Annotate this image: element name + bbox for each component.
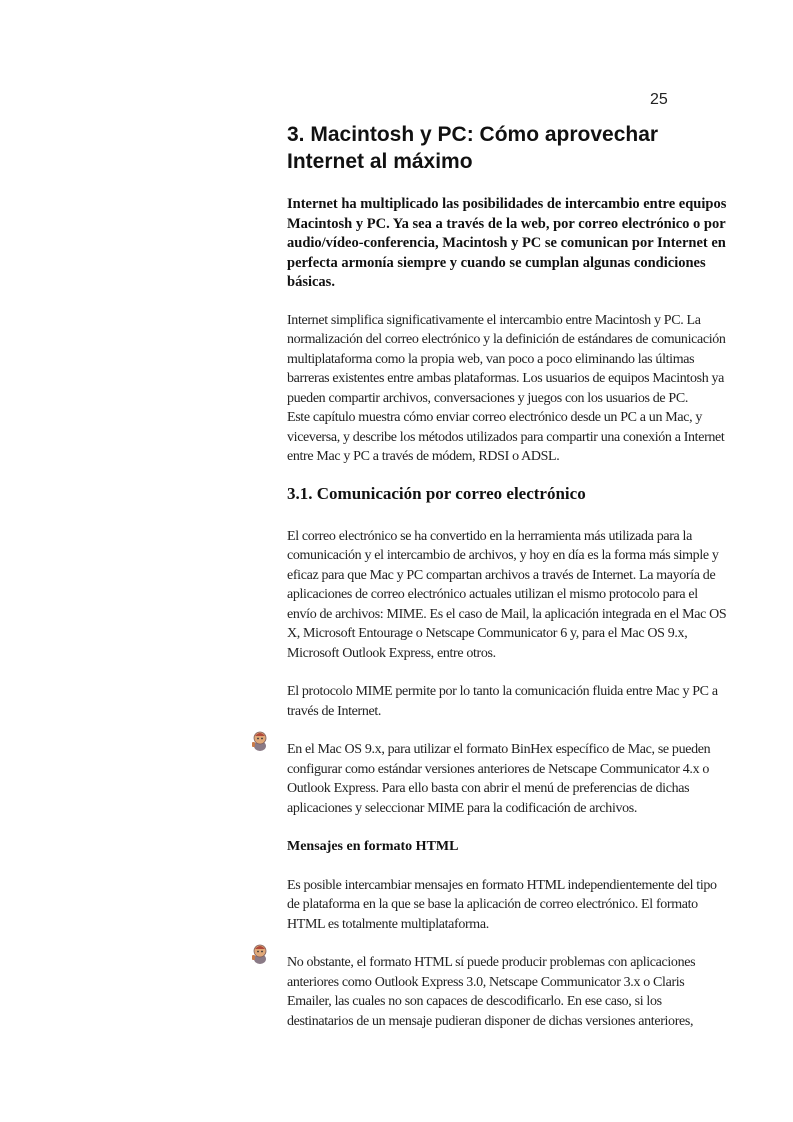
intro-paragraph-2: Este capítulo muestra cómo enviar correo electrónico desde un PC a un Mac, y viceversa, y describe los métodos utilizados para compartir una conexión a Internet entre Mac y PC a través de módem, RDSI o ADSL. (287, 410, 725, 464)
note-text-2: No obstante, el formato HTML sí puede producir problemas con aplicaciones anteriores como Outlook Express 3.0, Netscape Communicator 3.x o Claris Emailer, las cuales no son capaces de descodificarlo. En ese caso, si los destinatarios de un mensaje pudieran disponer de dichas versiones anteriores, (287, 955, 696, 1029)
note-block-1 (287, 740, 727, 818)
lead-paragraph: Internet ha multiplicado las posibilidades de intercambio entre equipos Macintosh y PC. Ya sea a través de la web, por correo electrónico o por audio/vídeo-conferencia, Macintosh y PC se comunican por Internet en perfecta armonía siempre y cuando se cumplan algunas condiciones básicas. (287, 196, 727, 290)
html-subheading: Mensajes en formato HTML (287, 839, 459, 854)
tip-character-icon (250, 730, 270, 752)
page-number: 25 (650, 91, 668, 108)
chapter-title (287, 121, 727, 175)
chapter-title-line1: 3. Macintosh y PC: Cómo aprovechar (287, 123, 659, 146)
section-title: 3.1. Comunicación por correo electrónico (287, 483, 586, 503)
note-block-2 (287, 953, 727, 1031)
intro-paragraph-1: Internet simplifica significativamente el intercambio entre Macintosh y PC. La normalización del correo electrónico y la definición de estándares de comunicación multiplataforma como la propia web, van poco a poco eliminando las últimas barreras existentes entre ambas plataformas. Los usuarios de equipos Macintosh ya pueden compartir archivos, conversaciones y juegos con los usuarios de PC. (287, 312, 726, 406)
html-paragraph-1: Es posible intercambiar mensajes en formato HTML independientemente del tipo de plataforma en la que se base la aplicación de correo electrónico. El formato HTML es totalmente multiplataforma. (287, 877, 717, 932)
tip-character-icon (250, 943, 270, 965)
chapter-title-line2: Internet al máximo (287, 150, 473, 173)
note-text-1: En el Mac OS 9.x, para utilizar el formato BinHex específico de Mac, se pueden configurar como estándar versiones anteriores de Netscape Communicator 4.x o Outlook Express. Para ello basta con abrir el menú de preferencias de dichas aplicaciones y seleccionar MIME para la codificación de archivos. (287, 742, 711, 816)
section-paragraph-1: El correo electrónico se ha convertido en la herramienta más utilizada para la comunicación y el intercambio de archivos, y hoy en día es la forma más simple y eficaz para que Mac y PC compartan archivos a través de Internet. La mayoría de aplicaciones de correo electrónico actuales utilizan el mismo protocolo para el envío de archivos: MIME. Es el caso de Mail, la aplicación integrada en el Mac OS X, Microsoft Entourage o Netscape Communicator 6 y, para el Mac OS 9.x, Microsoft Outlook Express, entre otros. (287, 528, 727, 661)
page-content (287, 121, 727, 1031)
section-paragraph-2: El protocolo MIME permite por lo tanto la comunicación fluida entre Mac y PC a través de Internet. (287, 684, 718, 719)
